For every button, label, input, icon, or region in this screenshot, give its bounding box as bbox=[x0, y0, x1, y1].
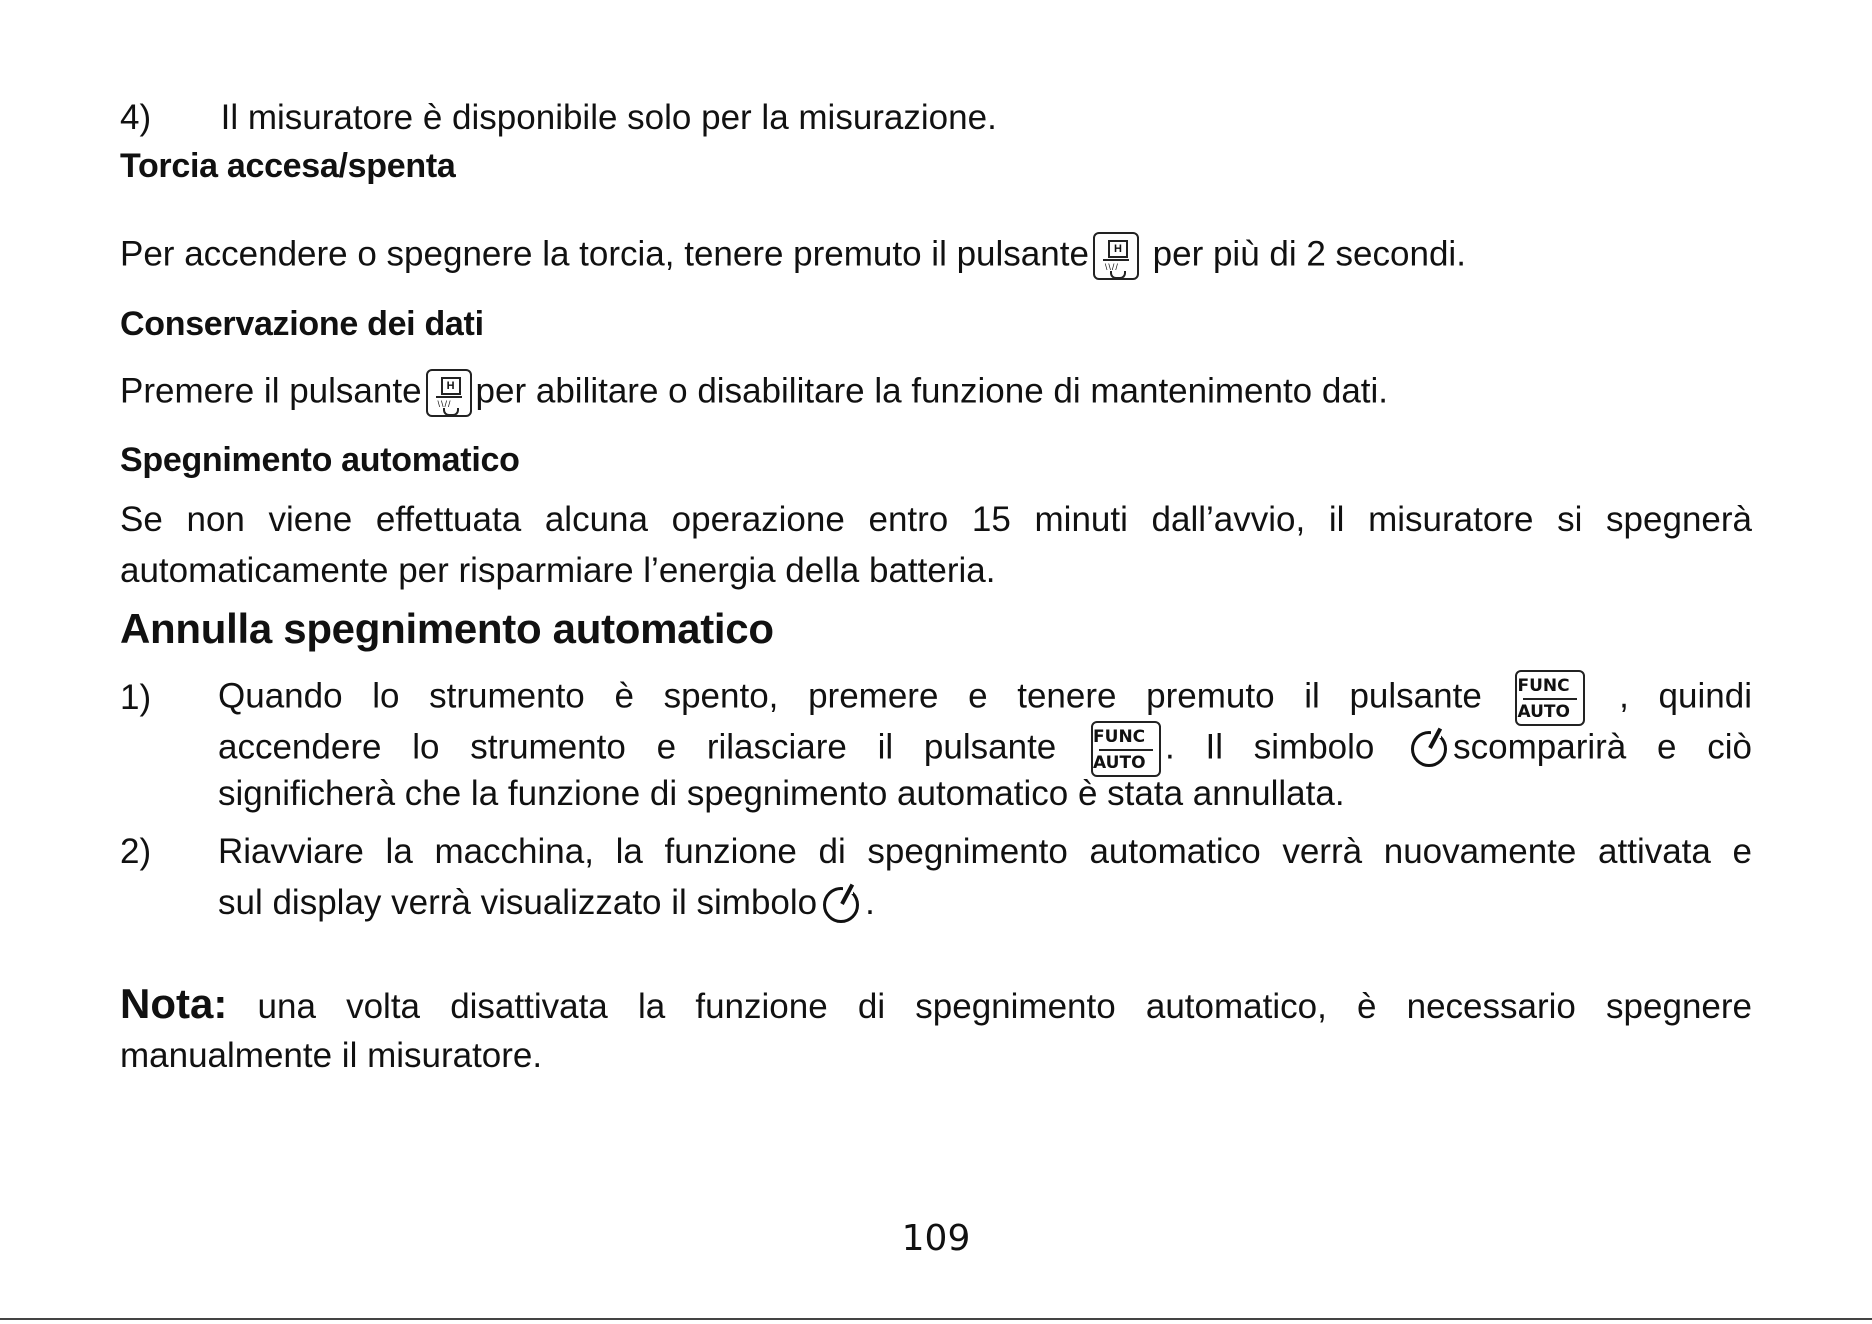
step-1-row-1: Quando lo strumento è spento, premere e tenere premuto il pulsante FUNC AUTO , quindi bbox=[218, 670, 1752, 721]
item-4 bbox=[120, 96, 997, 140]
step-2-number: 2) bbox=[120, 832, 152, 871]
func-auto-button-icon: FUNC AUTO bbox=[1515, 670, 1585, 726]
auto-off-line-2: automaticamente per risparmiare l’energia della batteria. bbox=[120, 551, 996, 590]
item-4-text: Il misuratore è disponibile solo per la misurazione. bbox=[220, 98, 997, 137]
note-line-1 bbox=[120, 982, 1752, 1029]
cancel-auto-off-heading: Annulla spegnimento automatico bbox=[120, 605, 774, 652]
step-1 bbox=[218, 670, 1752, 823]
data-hold-heading: Conservazione dei dati bbox=[120, 305, 484, 343]
data-hold-text-after: per abilitare o disabilitare la funzione di mantenimento dati. bbox=[475, 371, 1389, 411]
step-2-row-2: sul display verrà visualizzato il simbolo . bbox=[218, 883, 875, 922]
func-auto-button-icon: FUNC AUTO bbox=[1091, 721, 1161, 777]
item-4-number: 4) bbox=[120, 98, 152, 137]
note-label: Nota: bbox=[120, 980, 228, 1027]
auto-off-heading: Spegnimento automatico bbox=[120, 441, 520, 479]
hold-button-icon: H \\// bbox=[426, 369, 472, 417]
auto-off-line-1: Se non viene effettuata alcuna operazione entro 15 minuti dall’avvio, il misuratore si spegnerà bbox=[120, 500, 1752, 539]
data-hold-text-before: Premere il pulsante bbox=[120, 371, 422, 411]
torch-paragraph bbox=[120, 232, 1466, 280]
torch-text-before: Per accendere o spegnere la torcia, tenere premuto il pulsante bbox=[120, 234, 1089, 274]
torch-text-after: per più di 2 secondi. bbox=[1152, 234, 1466, 274]
step-1-row-3: significherà che la funzione di spegnimento automatico è stata annullata. bbox=[218, 774, 1345, 813]
data-hold-paragraph bbox=[120, 369, 1388, 417]
torch-heading: Torcia accesa/spenta bbox=[120, 147, 456, 185]
auto-off-timer-icon bbox=[1411, 731, 1447, 767]
step-2-row-1: Riavviare la macchina, la funzione di spegnimento automatico verrà nuovamente attivata e bbox=[218, 832, 1752, 871]
note-text-1: una volta disattivata la funzione di spegnimento automatico, è necessario spegnere bbox=[257, 987, 1752, 1026]
auto-off-timer-icon bbox=[823, 887, 859, 923]
page-number: 109 bbox=[901, 1218, 971, 1259]
note-line-2: manualmente il misuratore. bbox=[120, 1036, 543, 1075]
hold-torch-button-icon: H \\// bbox=[1093, 232, 1139, 280]
step-1-row-2: accendere lo strumento e rilasciare il pulsante FUNC AUTO . Il simbolo scomparirà e ciò bbox=[218, 721, 1752, 772]
bottom-divider bbox=[0, 1318, 1872, 1320]
step-1-number: 1) bbox=[120, 678, 152, 717]
step-2 bbox=[218, 830, 1752, 932]
